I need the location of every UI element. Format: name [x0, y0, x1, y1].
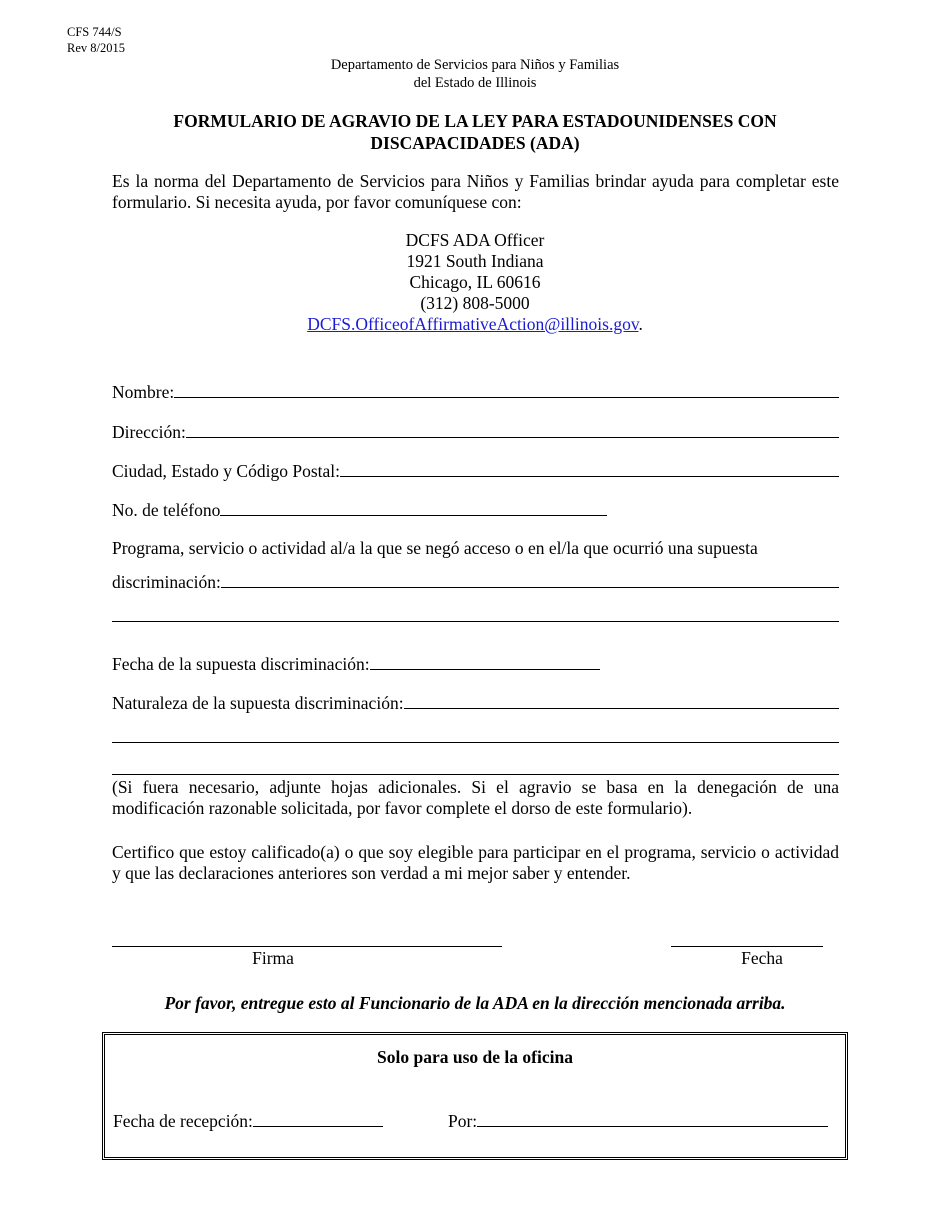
department-header	[0, 56, 950, 92]
nature-input-line[interactable]	[404, 708, 839, 709]
received-date-field	[113, 1107, 403, 1131]
contact-phone: (312) 808-5000	[420, 293, 530, 313]
certification-statement: Certifico que estoy calificado(a) o que soy elegible para participar en el programa, servicio o actividad y que las declaraciones anteriores son verdad a mi mejor saber y entender.	[112, 842, 839, 883]
address-field	[112, 418, 839, 442]
contact-email-row	[0, 314, 950, 335]
intro-paragraph: Es la norma del Departamento de Servicios para Niños y Familias brindar ayuda para completar este formulario. Si necesita ayuda, por favor comuníquese con:	[112, 171, 839, 212]
contact-block	[0, 230, 950, 335]
nature-label: Naturaleza de la supuesta discriminación:	[112, 693, 404, 713]
program-extra-line[interactable]	[112, 621, 839, 622]
department-line-1: Departamento de Servicios para Niños y Familias	[330, 57, 620, 73]
city-field	[112, 457, 839, 481]
discrimination-date-input-line[interactable]	[370, 669, 600, 670]
received-by-label: Por:	[448, 1111, 478, 1131]
nature-field	[112, 689, 839, 713]
form-code	[67, 24, 125, 56]
discrimination-date-field	[112, 650, 839, 674]
phone-field	[112, 496, 839, 520]
signature-label: Firma	[252, 948, 294, 968]
program-field	[112, 568, 839, 592]
attach-note: (Si fuera necesario, adjunte hojas adicionales. Si el agravio se basa en la denegación de una modificación razonable solicitada, por favor complete el dorso de este formulario).	[112, 777, 839, 818]
contact-name: DCFS ADA Officer	[405, 230, 545, 250]
received-date-label: Fecha de recepción:	[113, 1111, 253, 1131]
program-label-line-1: Programa, servicio o actividad al/a la que se negó acceso o en el/la que ocurrió una supuesta	[112, 538, 758, 558]
phone-input-line[interactable]	[220, 515, 607, 516]
nature-extra-line-1[interactable]	[112, 742, 839, 743]
contact-street: 1921 South Indiana	[406, 251, 544, 271]
form-revision: Rev 8/2015	[67, 41, 125, 55]
submit-instruction: Por favor, entregue esto al Funcionario de la ADA en la dirección mencionada arriba.	[164, 993, 786, 1013]
name-input-line[interactable]	[174, 397, 839, 398]
phone-label: No. de teléfono	[112, 500, 221, 520]
signature-date-label: Fecha	[741, 948, 783, 968]
discrimination-date-label: Fecha de la supuesta discriminación:	[112, 654, 370, 674]
received-by-field	[448, 1107, 828, 1131]
program-label-line-2: discriminación:	[112, 572, 221, 592]
office-use-title: Solo para uso de la oficina	[377, 1047, 573, 1067]
program-input-line[interactable]	[221, 587, 839, 588]
form-title-line-2: DISCAPACIDADES (ADA)	[370, 133, 580, 153]
nature-extra-line-2[interactable]	[112, 774, 839, 775]
department-line-2: del Estado de Illinois	[413, 75, 537, 91]
contact-email-suffix: .	[638, 314, 643, 334]
signature-line[interactable]	[112, 946, 502, 947]
address-input-line[interactable]	[186, 437, 839, 438]
form-title	[110, 110, 840, 154]
contact-city: Chicago, IL 60616	[409, 272, 541, 292]
address-label: Dirección:	[112, 422, 186, 442]
city-label: Ciudad, Estado y Código Postal:	[112, 461, 340, 481]
signature-date-line[interactable]	[671, 946, 823, 947]
name-field	[112, 378, 839, 402]
office-use-box	[102, 1032, 848, 1160]
received-date-input-line[interactable]	[253, 1126, 383, 1127]
form-title-line-1: FORMULARIO DE AGRAVIO DE LA LEY PARA ESTADOUNIDENSES CON	[173, 111, 777, 131]
contact-email-link[interactable]: DCFS.OfficeofAffirmativeAction@illinois.gov	[307, 314, 639, 334]
city-input-line[interactable]	[340, 476, 839, 477]
received-by-input-line[interactable]	[477, 1126, 828, 1127]
form-number: CFS 744/S	[67, 25, 122, 39]
name-label: Nombre:	[112, 382, 175, 402]
